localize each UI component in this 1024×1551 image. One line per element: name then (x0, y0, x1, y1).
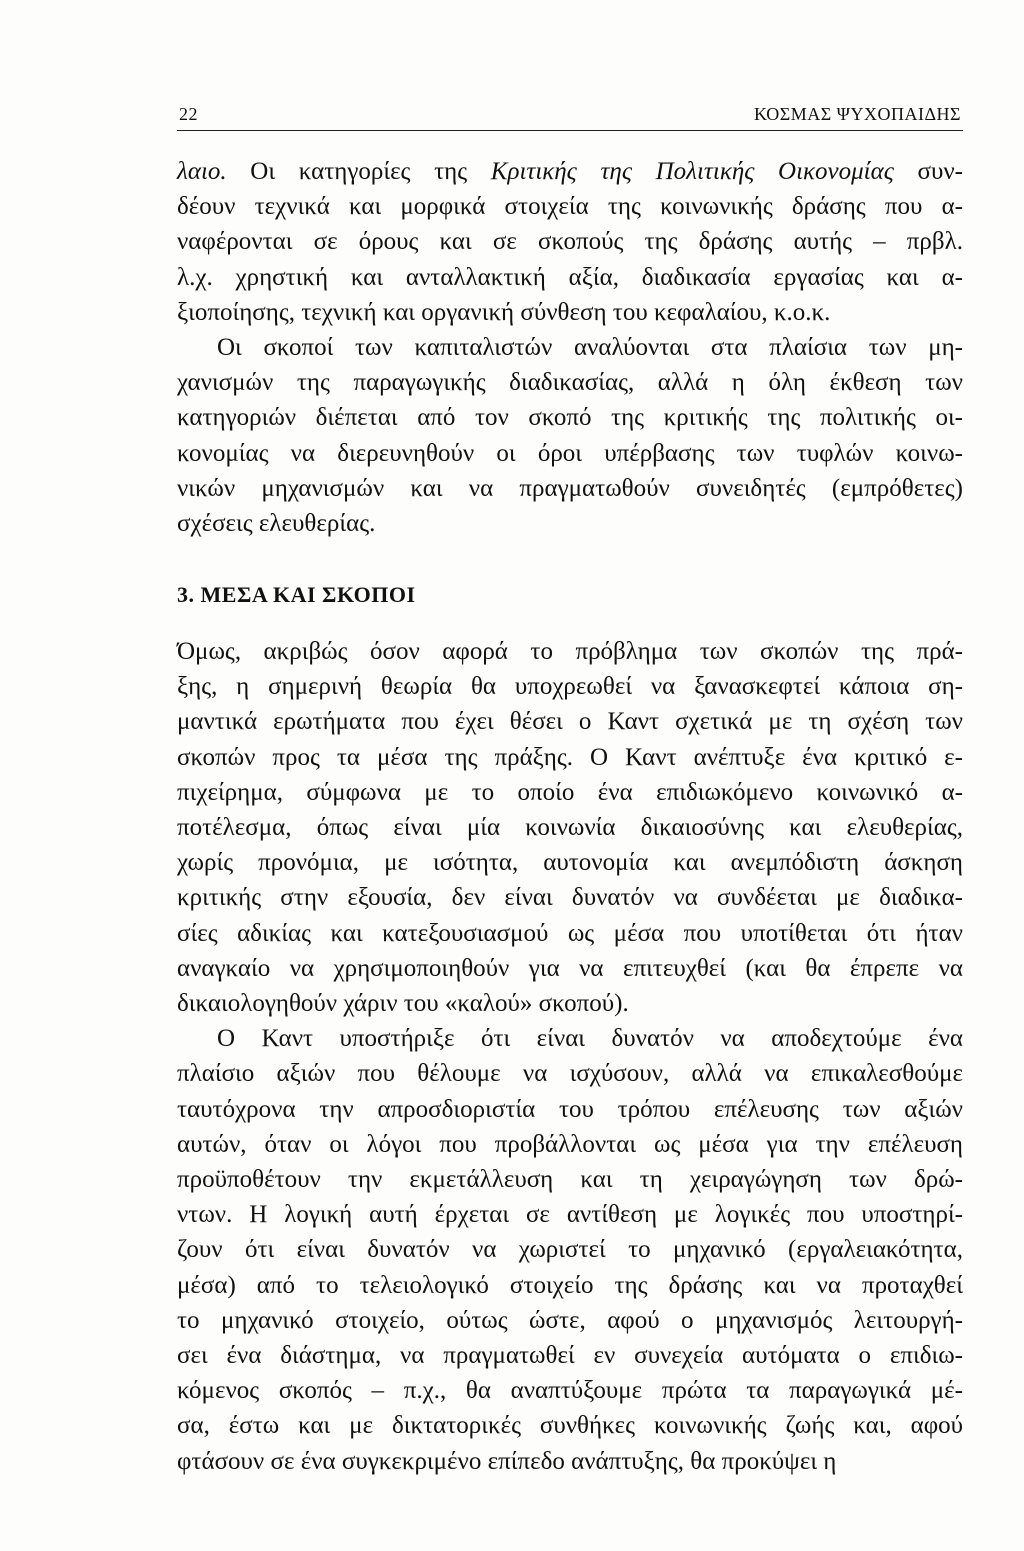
running-header (177, 100, 963, 131)
text-line: χανισμών της παραγωγικής διαδικασίας, αλλά η όλη έκθεση των (177, 369, 963, 397)
text-line: Οι σκοποί των καπιταλιστών αναλύονται στα πλαίσια των μη- (217, 334, 963, 362)
text-line: δικαιολογηθούν χάριν του «καλού» σκοπού). (177, 990, 629, 1018)
text-line: σει ένα διάστημα, να πραγματωθεί εν συνεχεία αυτόματα ο επιδιω- (177, 1342, 963, 1370)
text-line: ταυτόχρονα την απροσδιοριστία του τρόπου επέλευσης των αξιών (177, 1095, 963, 1123)
text-line: ξιοποίησης, τεχνική και οργανική σύνθεση του κεφαλαίου, κ.ο.κ. (177, 298, 831, 326)
text-line-start: λαιο. (177, 158, 227, 185)
text-line: προϋποθέτουν την εκμετάλλευση και τη χειραγώγηση των δρώ- (177, 1166, 963, 1194)
text-line: φτάσουν σε ένα συγκεκριμένο επίπεδο ανάπτυξης, θα προκύψει η (177, 1447, 837, 1475)
text-line: λ.χ. χρηστική και ανταλλακτική αξία, διαδικασία εργασίας και α- (177, 263, 963, 291)
text-line: αυτών, όταν οι λόγοι που προβάλλονται ως μέσα για την επέλευση (177, 1130, 963, 1158)
text-line: κόμενος σκοπός – π.χ., θα αναπτύξουμε πρώτα τα παραγωγικά μέ- (177, 1377, 963, 1405)
paragraph (177, 154, 963, 330)
text-line: σχέσεις ελευθερίας. (177, 510, 376, 538)
paragraph (177, 330, 963, 541)
text-line: ντων. Η λογική αυτή έρχεται σε αντίθεση με λογικές που υποστηρί- (177, 1201, 963, 1229)
text-line: νικών μηχανισμών και να πραγματωθούν συνειδητές (εμπρόθετες) (177, 474, 963, 502)
text-block-top (177, 154, 963, 541)
text-line: μαντικά ερωτήματα που έχει θέσει ο Καντ σχετικά με τη σχέση των (177, 708, 963, 736)
text-line: σίες αδικίας και κατεξουσιασμού ως μέσα που υποτίθεται ότι ήταν (177, 919, 963, 947)
text-line: Ο Καντ υποστήριξε ότι είναι δυνατόν να αποδεχτούμε ένα (217, 1025, 963, 1053)
text-line: κριτικής στην εξουσία, δεν είναι δυνατόν να συνδέεται με διαδικα- (177, 884, 963, 912)
text-line: ξης, η σημερινή θεωρία θα υποχρεωθεί να ξανασκεφτεί κάποια ση- (177, 673, 963, 701)
paragraph (177, 1021, 963, 1479)
text-line: χωρίς προνόμια, με ισότητα, αυτονομία και ανεμπόδιστη άσκηση (177, 849, 963, 877)
text-line: δέουν τεχνικά και μορφικά στοιχεία της κοινωνικής δράσης που α- (177, 193, 963, 221)
text-block-bottom (177, 634, 963, 1479)
text-line: ναφέρονται σε όρους και σε σκοπούς της δράσης αυτής – πρβλ. (177, 228, 963, 256)
text-line: Όμως, ακριβώς όσον αφορά το πρόβλημα των σκοπών της πρά- (177, 638, 963, 665)
text-line: ποτέλεσμα, όπως είναι μία κοινωνία δικαιοσύνης και ελευθερίας, (177, 814, 963, 842)
section-heading: 3. ΜΕΣΑ ΚΑΙ ΣΚΟΠΟΙ (177, 582, 416, 607)
text-line: το μηχανικό στοιχείο, ούτως ώστε, αφού ο μηχανισμός λειτουργή- (177, 1306, 963, 1334)
text-line: αναγκαίο να χρησιμοποιηθούν για να επιτευχθεί (και θα έπρεπε να (177, 954, 963, 982)
text-line: λαιο. Οι κατηγορίες της Κριτικής της Πολιτικής Οικονομίας συν- (177, 158, 963, 185)
paragraph (177, 634, 963, 1021)
text-line: πλαίσιο αξιών που θέλουμε να ισχύσουν, αλλά να επικαλεσθούμε (177, 1060, 963, 1088)
text-line: μέσα) από το τελειολογικό στοιχείο της δράσης και να προταχθεί (177, 1271, 963, 1299)
emphasis-title: Κριτικής της Πολιτικής Οικονομίας (490, 158, 894, 185)
text-line: σκοπών προς τα μέσα της πράξης. Ο Καντ ανέπτυξε ένα κριτικό ε- (177, 743, 963, 771)
text-line: πιχείρημα, σύμφωνα με το οποίο ένα επιδιωκόμενο κοινωνικό α- (177, 778, 963, 806)
text-line: σα, έστω και με δικτατορικές συνθήκες κοινωνικής ζωής και, αφού (177, 1412, 963, 1440)
running-title: ΚΟΣΜΑΣ ΨΥΧΟΠΑΙΔΗΣ (753, 104, 961, 124)
text-line: ζουν ότι είναι δυνατόν να χωριστεί το μηχανικό (εργαλειακότητα, (177, 1236, 963, 1264)
page-number: 22 (179, 104, 198, 124)
text-line: κονομίας να διερευνηθούν οι όροι υπέρβασης των τυφλών κοινω- (177, 439, 963, 467)
text-line: κατηγοριών διέπεται από τον σκοπό της κριτικής της πολιτικής οι- (177, 404, 963, 432)
